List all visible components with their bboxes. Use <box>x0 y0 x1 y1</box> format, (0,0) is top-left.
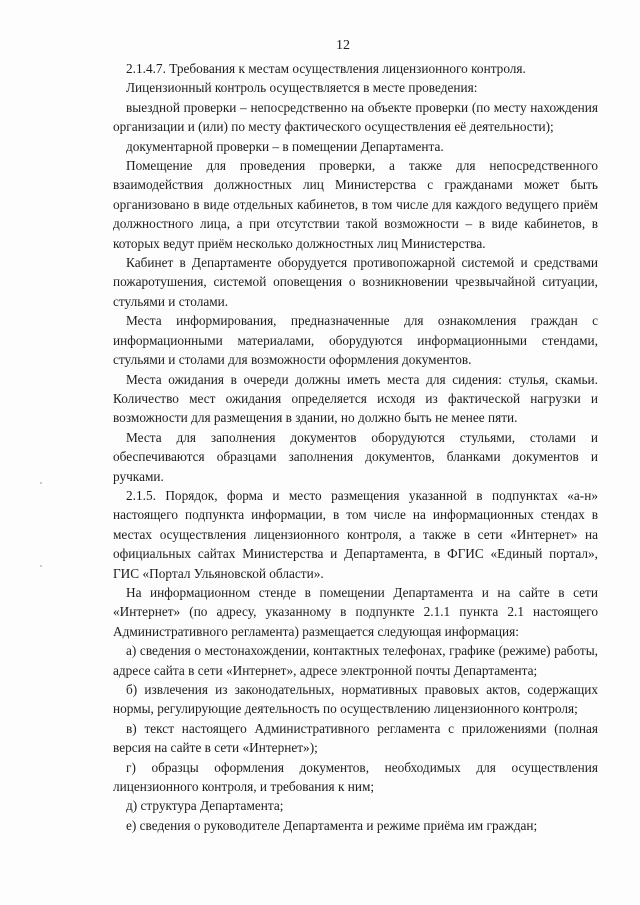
page-number: 12 <box>336 38 350 53</box>
paragraph-inspection-room: Помещение для проведения проверки, а также для непосредственного взаимодействия должностных лиц Министерства с гражданами может быть организовано в виде отдельных кабинетов, в том числе для каждого ведущего приём должностного лица, а при отсутствии такой возможности – в виде кабинетов, в которых ведут приём несколько должностных лиц Министерства. <box>113 158 598 251</box>
list-item-a: а) сведения о местонахождении, контактных телефонах, графике (режиме) работы, адресе сайта в сети «Интернет», адресе электронной почты Департамента; <box>113 643 598 678</box>
paragraph-information-places: Места информирования, предназначенные для ознакомления граждан с информационными материалами, оборудуются информационными стендами, стульями и столами для возможности оформления документов. <box>113 313 598 368</box>
paragraph-document-inspection: документарной проверки – в помещении Департамента. <box>126 138 444 154</box>
list-item-d: д) структура Департамента; <box>126 798 284 814</box>
list-item-g: г) образцы оформления документов, необходимых для осуществления лицензионного контроля, и требования к ним; <box>113 759 598 795</box>
paragraph-info-stand: На информационном стенде в помещении Департамента и на сайте в сети «Интернет» (по адресу, указанному в подпункте 2.1.1 пункта 2.1 настоящего Административного регламента) размещается следующая информация: <box>113 584 598 639</box>
paragraph-office-equipment: Кабинет в Департаменте оборудуется противопожарной системой и средствами пожаротушения, системой оповещения о возникновении чрезвычайной ситуации, стульями и столами. <box>113 255 598 309</box>
scan-speck <box>40 565 42 567</box>
paragraph-waiting-places: Места ожидания в очереди должны иметь места для сидения: стулья, скамьи. Количество мест ожидания определяется исходя из фактической нагрузки и возможности для размещения в здании, но должно быть не менее пяти. <box>113 371 598 426</box>
paragraph-2-1-5: 2.1.5. Порядок, форма и место размещения указанной в подпунктах «а-н» настоящего подпункта информации, в том числе на информационных стендах в местах осуществления лицензионного контроля, а также в сети «Интернет» на официальных сайтах Министерства и Департамента, в ФГИС «Единый портал», ГИС «Портал Ульяновской области». <box>113 487 598 581</box>
scan-speck <box>40 482 42 484</box>
paragraph-control-place: Лицензионный контроль осуществляется в месте проведения: <box>126 80 478 96</box>
list-item-b: б) извлечения из законодательных, нормативных правовых актов, содержащих нормы, регулирующие деятельность по осуществлению лицензионного контроля; <box>113 682 598 717</box>
document-body <box>113 59 598 835</box>
list-item-e: е) сведения о руководителе Департамента и режиме приёма им граждан; <box>126 817 538 833</box>
list-item-v: в) текст настоящего Административного регламента с приложениями (полная версия на сайте в сети «Интернет»); <box>113 720 598 756</box>
paragraph-2-1-4-7: 2.1.4.7. Требования к местам осуществления лицензионного контроля. <box>126 61 526 76</box>
paragraph-field-inspection: выездной проверки – непосредственно на объекте проверки (по месту нахождения организации и (или) по месту фактического осуществления её деятельности); <box>113 99 598 135</box>
paragraph-filling-places: Места для заполнения документов оборудуются стульями, столами и обеспечиваются образцами заполнения документов, бланками документов и ручками. <box>113 429 598 484</box>
